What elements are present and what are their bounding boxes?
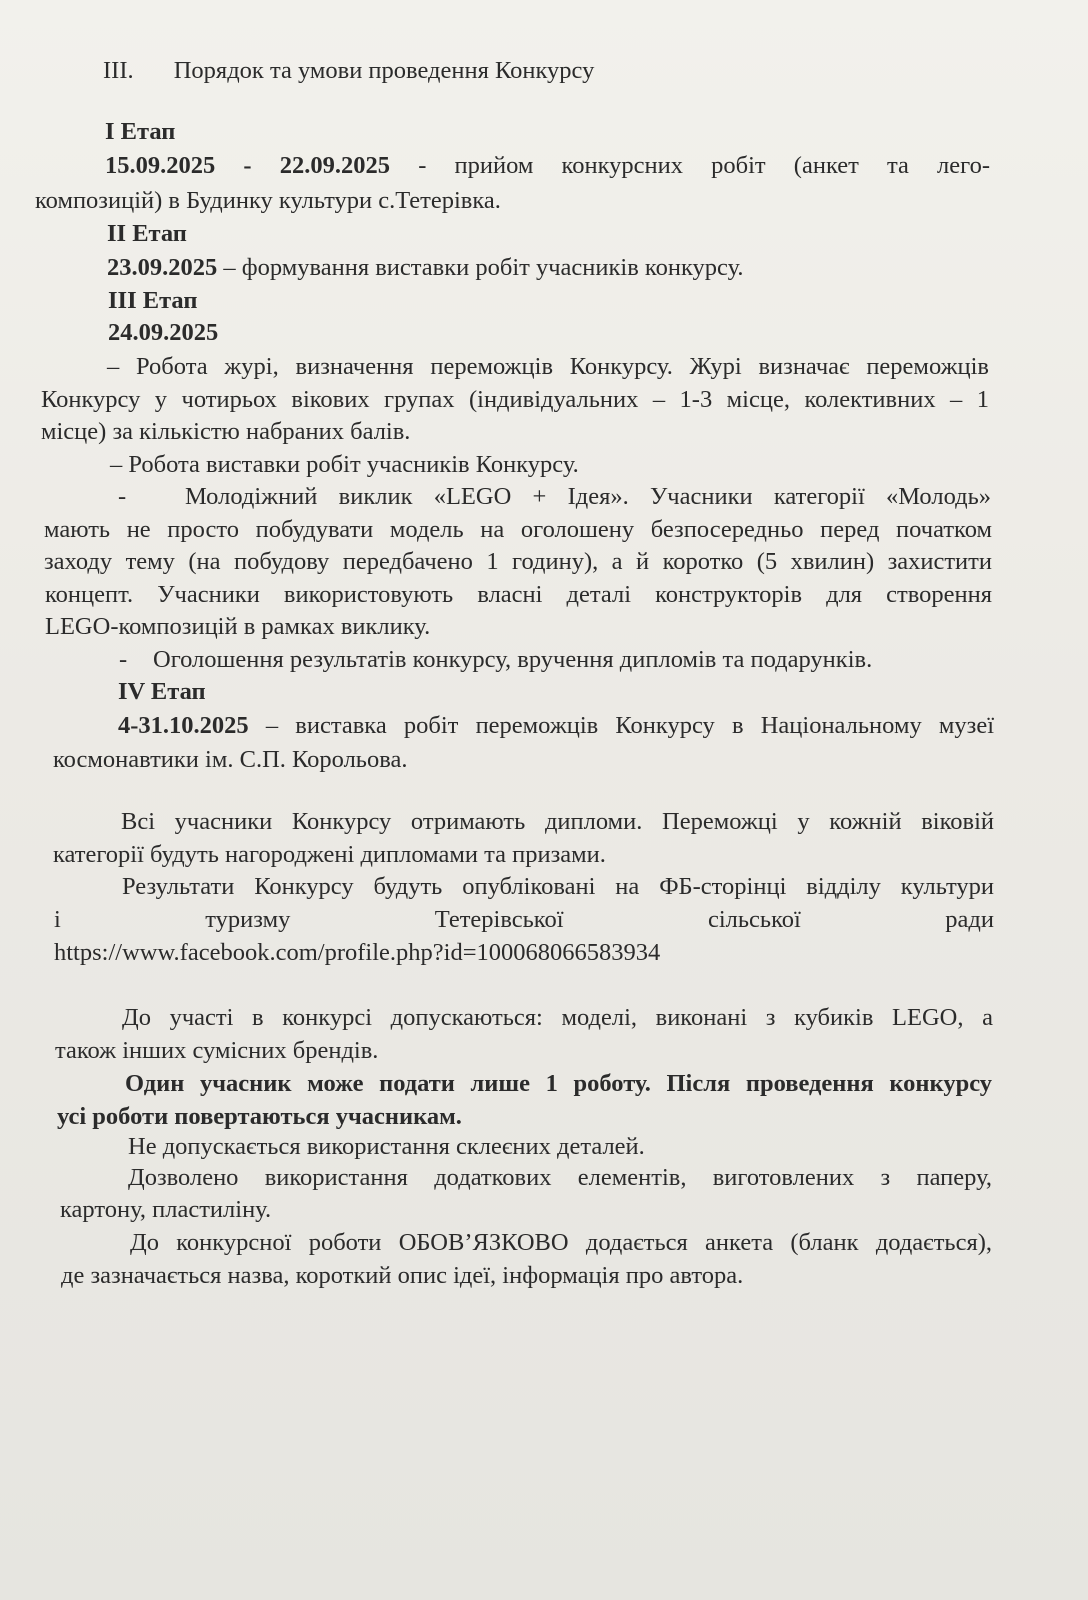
stage4-line1 bbox=[118, 711, 994, 741]
results-word-teterivska: Тетерівської bbox=[434, 906, 564, 933]
stage4-heading: IV Етап bbox=[118, 678, 206, 705]
diplomas-line1: Всі учасники Конкурсу отримають дипломи. Переможці у кожній віковій bbox=[121, 808, 994, 835]
diplomas-line2: категорії будуть нагороджені дипломами та призами. bbox=[53, 841, 606, 868]
rules-bold-line2: усі роботи повертаються учасникам. bbox=[57, 1103, 462, 1130]
stage1-dates: 15.09.2025 - 22.09.2025 bbox=[105, 152, 391, 179]
stage3-item3-line4: концепт. Учасники використовують власні деталі конструкторів для створення bbox=[45, 581, 992, 608]
stage3-item3-line1: Молодіжний виклик «LEGO + Ідея». Учасники категорії «Молодь» bbox=[185, 483, 991, 510]
rules-p4-line2: де зазначається назва, короткий опис ідеї, інформація про автора. bbox=[61, 1262, 744, 1289]
results-url: https://www.facebook.com/profile.php?id=100068066583934 bbox=[54, 939, 661, 966]
stage3-item1-line2: Конкурсу у чотирьох вікових групах (індивідуальних – 1-3 місце, колективних – 1 bbox=[41, 386, 989, 413]
stage3-item1-line1: – Робота журі, визначення переможців Конкурсу. Журі визначає переможців bbox=[107, 353, 989, 380]
rules-p3-line1: Дозволено використання додаткових елементів, виготовлених з паперу, bbox=[128, 1164, 992, 1191]
stage3-date: 24.09.2025 bbox=[108, 319, 219, 346]
rules-p2: Не допускається використання склеєних деталей. bbox=[128, 1133, 645, 1160]
section-heading bbox=[103, 56, 594, 86]
rules-p1-line1: До участі в конкурсі допускаються: моделі, виконані з кубиків LEGO, а bbox=[122, 1004, 993, 1031]
rules-bold-line1: Один учасник може подати лише 1 роботу. Після проведення конкурсу bbox=[125, 1070, 992, 1097]
stage3-item3-line5: LEGO-композицій в рамках виклику. bbox=[45, 613, 431, 640]
stage1-heading: I Етап bbox=[105, 118, 176, 145]
section-title: Порядок та умови проведення Конкурсу bbox=[173, 57, 595, 84]
rules-p1-line2: також інших сумісних брендів. bbox=[55, 1037, 379, 1064]
results-word-tourism: туризму bbox=[205, 906, 291, 933]
stage3-item4: Оголошення результатів конкурсу, вручення дипломів та подарунків. bbox=[153, 646, 873, 673]
stage2-text: – формування виставки робіт учасників конкурсу. bbox=[217, 254, 744, 281]
stage1-text-a: - прийом конкурсних робіт (анкет та лего- bbox=[418, 152, 990, 179]
results-word-rady: ради bbox=[945, 906, 994, 933]
stage4-dates: 4-31.10.2025 bbox=[118, 712, 249, 739]
stage1-line2: композицій) в Будинку культури с.Тетерівка. bbox=[35, 187, 501, 214]
results-line1: Результати Конкурсу будуть опубліковані на ФБ-сторінці відділу культури bbox=[122, 873, 994, 900]
rules-p3-line2: картону, пластиліну. bbox=[60, 1196, 272, 1223]
stage3-item1-line3: місце) за кількістю набраних балів. bbox=[41, 418, 411, 445]
stage3-item3-line3: заходу тему (на побудову передбачено 1 годину), а й коротко (5 хвилин) захистити bbox=[44, 548, 992, 575]
stage3-item3-line2: мають не просто побудувати модель на оголошену безпосередньо перед початком bbox=[44, 516, 992, 543]
results-word-silska: сільської bbox=[707, 906, 801, 933]
rules-p4-line1: До конкурсної роботи ОБОВ’ЯЗКОВО додається анкета (бланк додається), bbox=[130, 1229, 992, 1256]
stage3-heading: III Етап bbox=[108, 287, 198, 314]
stage3-item4-dash: - bbox=[119, 646, 128, 673]
stage1-line1 bbox=[105, 151, 990, 181]
results-word-i: і bbox=[54, 906, 61, 933]
stage2-heading: II Етап bbox=[107, 220, 187, 247]
stage2-date: 23.09.2025 bbox=[107, 254, 218, 281]
stage2-line bbox=[107, 253, 744, 283]
section-numeral: III. bbox=[103, 57, 134, 84]
results-line2 bbox=[54, 905, 994, 935]
stage3-item3-dash: - bbox=[118, 483, 127, 510]
stage4-text-a: – виставка робіт переможців Конкурсу в Національному музеї bbox=[248, 712, 994, 739]
stage3-item2: – Робота виставки робіт учасників Конкурсу. bbox=[110, 451, 579, 478]
stage4-line2: космонавтики ім. С.П. Корольова. bbox=[53, 746, 408, 773]
